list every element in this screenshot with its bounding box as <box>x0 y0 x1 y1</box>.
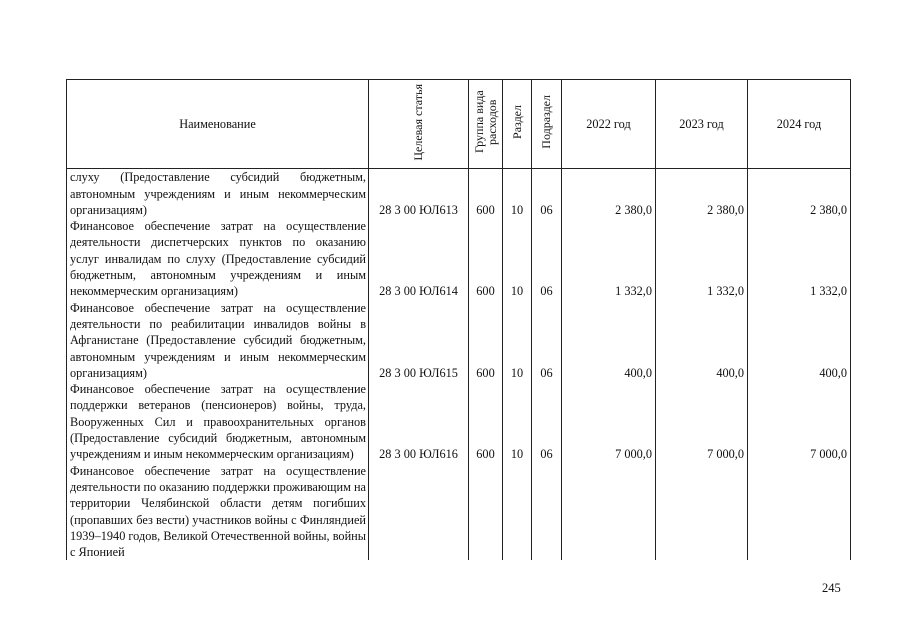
row-expense-group: 600 <box>469 300 503 381</box>
row-amount-2024: 2 380,0 <box>748 169 851 218</box>
table-row <box>67 463 851 561</box>
row-subsection: 06 <box>532 300 562 381</box>
row-target-article: 28 3 00 ЮЛ613 <box>369 169 469 218</box>
row-target-article <box>369 463 469 561</box>
page-number: 245 <box>822 581 841 595</box>
row-subsection: 06 <box>532 169 562 218</box>
header-name: Наименование <box>67 80 369 169</box>
table-row <box>67 381 851 462</box>
row-name: Финансовое обеспечение затрат на осуществление деятельности по реабилитации инвалидов войны в Афганистане (Предоставление субсидий бюджетным, автономным учреждениям и иным некоммерческим организациям) <box>67 300 369 381</box>
row-section: 10 <box>503 218 532 299</box>
row-section: 10 <box>503 300 532 381</box>
row-subsection: 06 <box>532 218 562 299</box>
row-amount-2023: 400,0 <box>656 300 748 381</box>
budget-table <box>66 79 851 560</box>
header-target-article: Целевая статья <box>369 80 469 169</box>
row-name: Финансовое обеспечение затрат на осуществление поддержки ветеранов (пенсионеров) войны, труда, Вооруженных Сил и правоохранительных органов (Предоставление субсидий бюджетным, автономным учреждениям и иным некоммерческим организациям) <box>67 381 369 462</box>
table-header-row <box>67 80 851 169</box>
header-2024: 2024 год <box>748 80 851 169</box>
row-name: слуху (Предоставление субсидий бюджетным, автономным учреждениям и иным некоммерческим организациям) <box>67 169 369 218</box>
row-subsection <box>532 463 562 561</box>
row-target-article: 28 3 00 ЮЛ615 <box>369 300 469 381</box>
row-amount-2024 <box>748 463 851 561</box>
header-2022: 2022 год <box>562 80 656 169</box>
table-row <box>67 218 851 299</box>
table-row <box>67 169 851 218</box>
row-section <box>503 463 532 561</box>
row-name: Финансовое обеспечение затрат на осуществление деятельности по оказанию поддержки проживающим на территории Челябинской области детям погибших (пропавших без вести) участников войны с Финляндией 1939–1940 годов, Великой Отечественной войны, войны с Японией <box>67 463 369 561</box>
header-subsection: Подраздел <box>532 80 562 169</box>
row-amount-2022: 7 000,0 <box>562 381 656 462</box>
row-target-article: 28 3 00 ЮЛ614 <box>369 218 469 299</box>
row-name: Финансовое обеспечение затрат на осуществление деятельности диспетчерских пунктов по оказанию услуг инвалидам по слуху (Предоставление субсидий бюджетным, автономным учреждениям и иным некоммерческим организациям) <box>67 218 369 299</box>
row-section: 10 <box>503 169 532 218</box>
row-expense-group <box>469 463 503 561</box>
row-amount-2023: 1 332,0 <box>656 218 748 299</box>
row-amount-2023: 2 380,0 <box>656 169 748 218</box>
row-amount-2023 <box>656 463 748 561</box>
row-amount-2022: 400,0 <box>562 300 656 381</box>
row-amount-2023: 7 000,0 <box>656 381 748 462</box>
row-amount-2024: 7 000,0 <box>748 381 851 462</box>
row-section: 10 <box>503 381 532 462</box>
row-expense-group: 600 <box>469 169 503 218</box>
row-expense-group: 600 <box>469 218 503 299</box>
row-amount-2022: 1 332,0 <box>562 218 656 299</box>
budget-table-container <box>66 79 850 568</box>
row-amount-2024: 400,0 <box>748 300 851 381</box>
header-section: Раздел <box>503 80 532 169</box>
row-target-article: 28 3 00 ЮЛ616 <box>369 381 469 462</box>
header-expense-group: Группа вида расходов <box>469 80 503 169</box>
row-amount-2022 <box>562 463 656 561</box>
row-amount-2024: 1 332,0 <box>748 218 851 299</box>
row-expense-group: 600 <box>469 381 503 462</box>
table-row <box>67 300 851 381</box>
header-2023: 2023 год <box>656 80 748 169</box>
row-amount-2022: 2 380,0 <box>562 169 656 218</box>
row-subsection: 06 <box>532 381 562 462</box>
